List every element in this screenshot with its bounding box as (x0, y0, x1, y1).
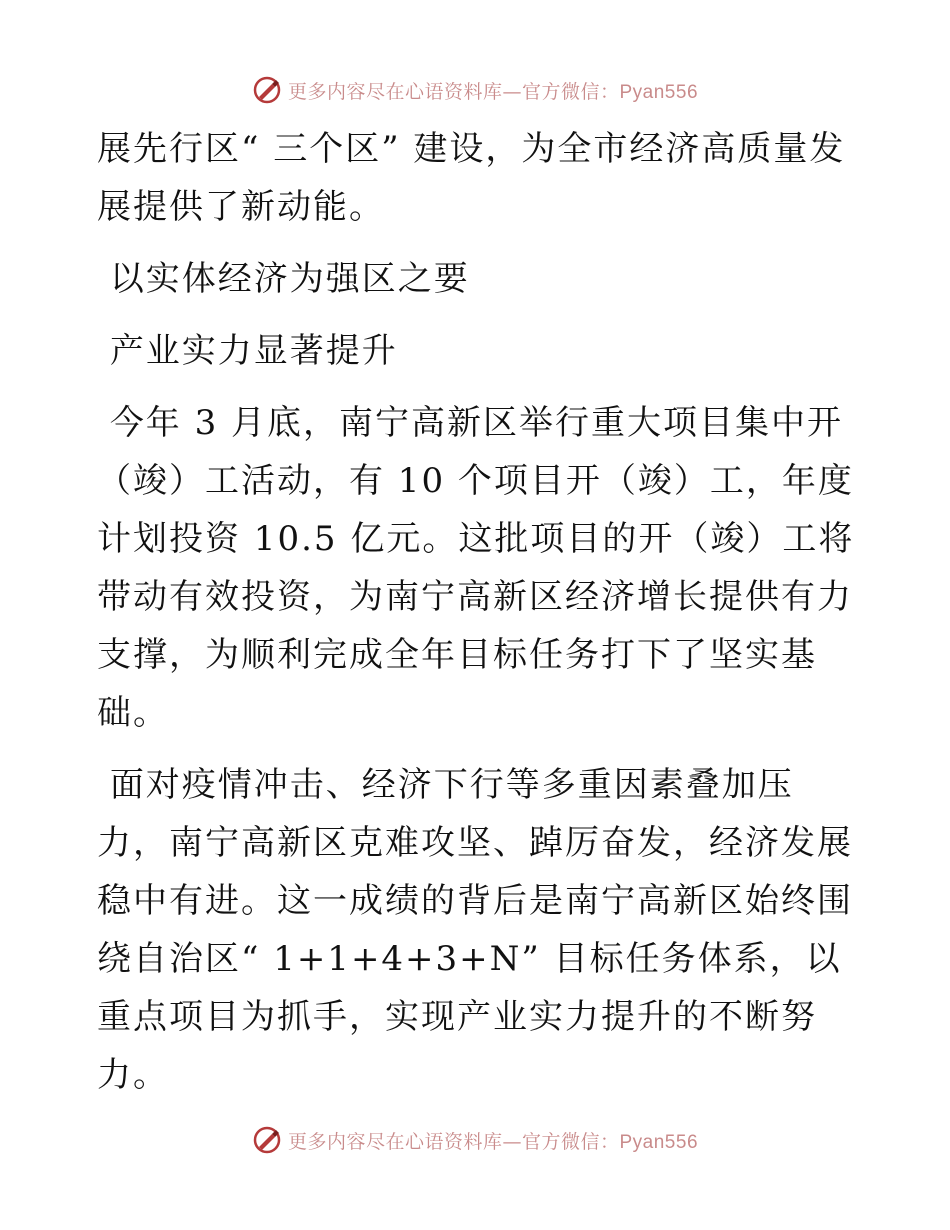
pen-badge-icon (252, 1125, 282, 1155)
document-body (97, 120, 857, 1104)
pen-badge-icon (252, 75, 282, 105)
paragraph: 展先行区“ 三个区” 建设，为全市经济高质量发展提供了新动能。 (97, 129, 846, 227)
section-heading: 以实体经济为强区之要 (97, 259, 470, 299)
paragraph: 今年 3 月底，南宁高新区举行重大项目集中开（竣）工活动，有 10 个项目开（竣）工，年度计划投资 10.5 亿元。这批项目的开（竣）工将带动有效投资，为南宁高新区经济增长提供有力支撑，为顺利完成全年目标任务打下了坚实基础。 (97, 403, 855, 733)
header-watermark (0, 70, 950, 110)
footer-watermark (0, 1120, 950, 1160)
watermark-text: 更多内容尽在心语资料库—官方微信：Pyan556 (287, 80, 699, 103)
section-subheading: 产业实力显著提升 (97, 331, 398, 371)
paragraph: 面对疫情冲击、经济下行等多重因素叠加压力，南宁高新区克难攻坚、踔厉奋发，经济发展稳中有进。这一成绩的背后是南宁高新区始终围绕自治区“ 1+1+4+3+N” 目标任务体系，以重点项目为抓手，实现产业实力提升的不断努力。 (97, 765, 853, 1095)
watermark-text: 更多内容尽在心语资料库—官方微信：Pyan556 (287, 1130, 699, 1153)
